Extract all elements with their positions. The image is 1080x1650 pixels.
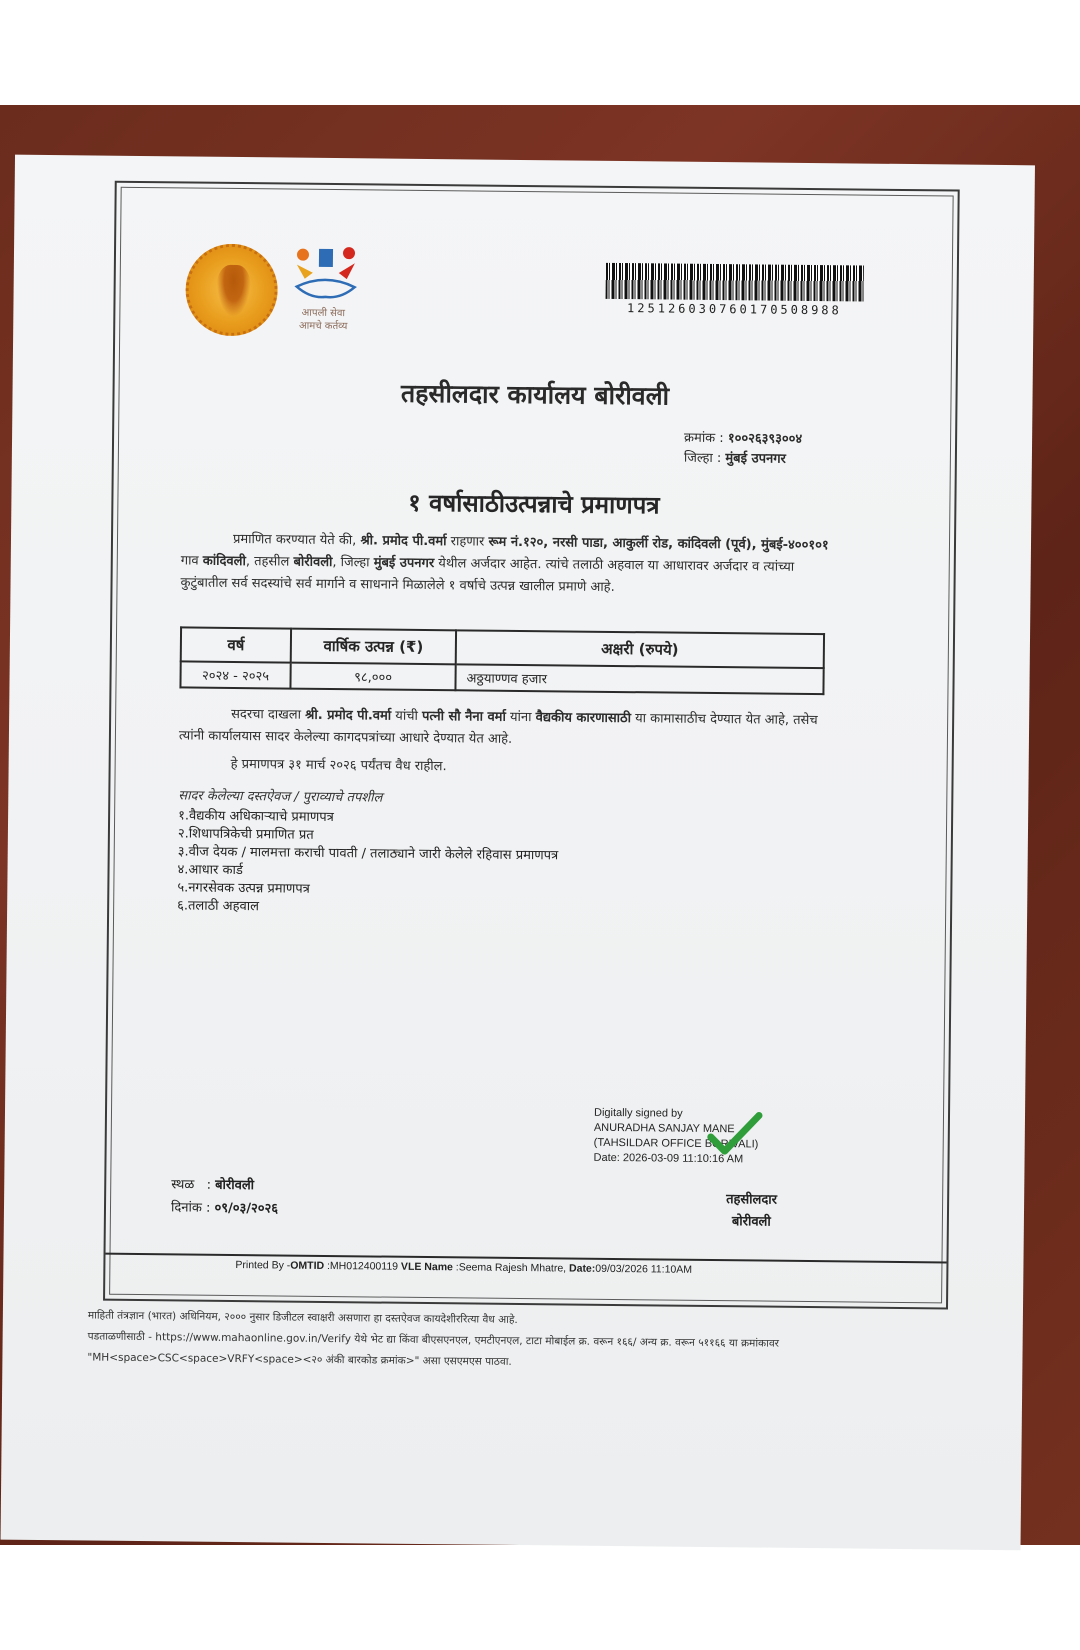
list-item: ६.तलाठी अहवाल: [177, 898, 260, 915]
barcode-number: 125126030760170508988: [627, 301, 842, 318]
village: कांदिवली: [202, 553, 246, 570]
tehsil: बोरीवली: [293, 554, 333, 571]
table-row: [180, 661, 823, 694]
omtid-label: OMTID: [290, 1259, 325, 1272]
documents-heading: सादर केलेल्या दस्तऐवज / पुराव्याचे तपशील: [178, 788, 383, 806]
maharashtra-seal-icon: [185, 243, 278, 336]
place-date-block: स्थळ : बोरीवली दिनांक : ०९/०३/२०२६: [170, 1177, 279, 1217]
certificate-paper: [1, 155, 1035, 1551]
logo-tagline-line1: आपली सेवा: [301, 307, 346, 320]
place-label: स्थळ: [171, 1177, 195, 1193]
intro-text-2: राहणार: [446, 534, 489, 550]
authority-place: बोरीवली: [731, 1214, 771, 1230]
income-table: [179, 626, 825, 695]
intro-text-6: येथील अर्जदार आहेत. त्यांचे तलाठी अहवाल या आधारावर अर्जदार व त्यांच्या कुटुंबातील सर्व सदस्यांचे सर्व मार्गाने व साधनाने मिळालेले १ वर्षाचे उत्पन्न खालील प्रमाणे आहे.: [180, 556, 795, 595]
footer-line: पडताळणीसाठी - https://www.mahaonline.gov.in/Verify येथे भेट द्या किंवा बीएसएनएल, एमटीएनएल, टाटा मोबाईल क्र. वरून १६६/ अन्य क्र. वरून ५११६६ या क्रमांकावर: [87, 1330, 780, 1350]
place-value: बोरीवली: [215, 1177, 255, 1194]
cell-amount-words: अठ्ठयाण्णव हजार: [455, 664, 823, 694]
purpose: वैद्यकीय कारणासाठी: [535, 710, 632, 727]
barcode: [606, 263, 864, 302]
intro-text-5: , जिल्हा: [332, 555, 374, 571]
signature-line1: Digitally signed by: [593, 1106, 683, 1120]
cell-year: २०२४ - २०२५: [180, 661, 290, 688]
certificate-frame: [103, 181, 960, 1310]
aaple-sarkar-logo-icon: [291, 243, 362, 302]
check-icon: [707, 1109, 764, 1160]
list-item: ५.नगरसेवक उत्पन्न प्रमाणपत्र: [177, 880, 310, 897]
omtid-value: :MH012400119: [326, 1259, 399, 1273]
purpose-text-1: सदरचा दाखला: [231, 706, 306, 723]
date-label: दिनांक: [170, 1200, 202, 1216]
purpose-paragraph: [179, 703, 829, 754]
beneficiary: पत्नी सौ नैना वर्मा: [421, 708, 506, 725]
intro-paragraph: [180, 528, 831, 601]
signature-date: Date: 2026-03-09 11:10:16 AM: [593, 1151, 744, 1166]
list-item: ४.आधार कार्ड: [177, 862, 243, 879]
header-annual-income: वार्षिक उत्पन्न (₹): [291, 629, 456, 665]
intro-text-4: , तहसील: [245, 554, 294, 570]
vle-value: :Seema Rajesh Mhatre,: [455, 1261, 567, 1275]
reference-number-label: क्रमांक :: [684, 430, 724, 447]
footer-line: "MH<space>CSC<space>VRFY<space><२० अंकी बारकोड क्रमांक>" असा एसएमएस पाठवा.: [87, 1351, 512, 1368]
applicant-name: श्री. प्रमोद पी.वर्मा: [360, 533, 447, 550]
footer-line: माहिती तंत्रज्ञान (भारत) अधिनियम, २००० नुसार डिजीटल स्वाक्षरी असणारा हा दस्तऐवज कायदेशीररित्या वैध आहे.: [87, 1309, 518, 1326]
validity-statement: हे प्रमाणपत्र ३१ मार्च २०२६ पर्यंतच वैध राहील.: [230, 756, 447, 775]
logo-tagline: [283, 306, 363, 333]
reference-number-value: १००२६३९३००४: [727, 431, 803, 447]
district-value: मुंबई उपनगर: [725, 451, 786, 467]
office-title: तहसीलदार कार्यालय बोरीवली: [400, 378, 670, 411]
documents-list: [177, 807, 559, 919]
list-item: १.वैद्यकीय अधिकाऱ्याचे प्रमाणपत्र: [178, 808, 334, 826]
header-amount-in-words: अक्षरी (रुपये): [456, 630, 824, 668]
intro-text-1: प्रमाणित करण्यात येते की,: [232, 531, 361, 549]
print-date-value: 09/03/2026 11:10AM: [595, 1262, 693, 1276]
list-item: ३.वीज देयक / मालमत्ता कराची पावती / तलाठ्याने जारी केलेले रहिवास प्रमाणपत्र: [177, 844, 559, 864]
logo-tagline-line2: आमचे कर्तव्य: [299, 320, 348, 333]
verification-footer: [87, 1305, 888, 1376]
district: मुंबई उपनगर: [373, 555, 435, 572]
purpose-applicant: श्री. प्रमोद पी.वर्मा: [305, 707, 392, 724]
purpose-text-3: यांना: [505, 709, 536, 726]
vle-label: VLE Name: [400, 1260, 453, 1274]
bottom-margin: [0, 1545, 1080, 1650]
list-item: २.शिधापत्रिकेची प्रमाणित प्रत: [177, 826, 314, 843]
reference-block: [684, 429, 854, 471]
signer-name: ANURADHA SANJAY MANE: [593, 1121, 735, 1136]
cell-income: ९८,०००: [290, 663, 455, 691]
authority-title: तहसीलदार: [726, 1192, 778, 1208]
purpose-text-2: यांची: [391, 708, 423, 724]
intro-text-3: गाव: [180, 553, 203, 569]
printed-by-label: Printed By -: [235, 1259, 291, 1272]
signer-office: (TAHSILDAR OFFICE BORIVALI): [593, 1136, 759, 1151]
header-year: वर्ष: [181, 627, 291, 662]
print-date-label: Date:: [568, 1262, 596, 1275]
district-label: जिल्हा :: [683, 450, 722, 467]
certificate-title: १ वर्षासाठीउत्पन्नाचे प्रमाणपत्र: [408, 488, 660, 520]
purpose-text-4: या कामासाठीच देण्यात येत आहे, तसेच त्यांनी कार्यालयास सादर केलेल्या कागदपत्रांच्या आधारे देण्यात येत आहे.: [178, 711, 818, 747]
issuing-authority: [726, 1189, 777, 1234]
date-value: ०९/०३/२०२६: [214, 1200, 279, 1217]
applicant-address: रूम नं.१२०, नरसी पाडा, आकुर्ली रोड, कांदिवली (पूर्व), मुंबई-४००१०१: [488, 534, 829, 554]
